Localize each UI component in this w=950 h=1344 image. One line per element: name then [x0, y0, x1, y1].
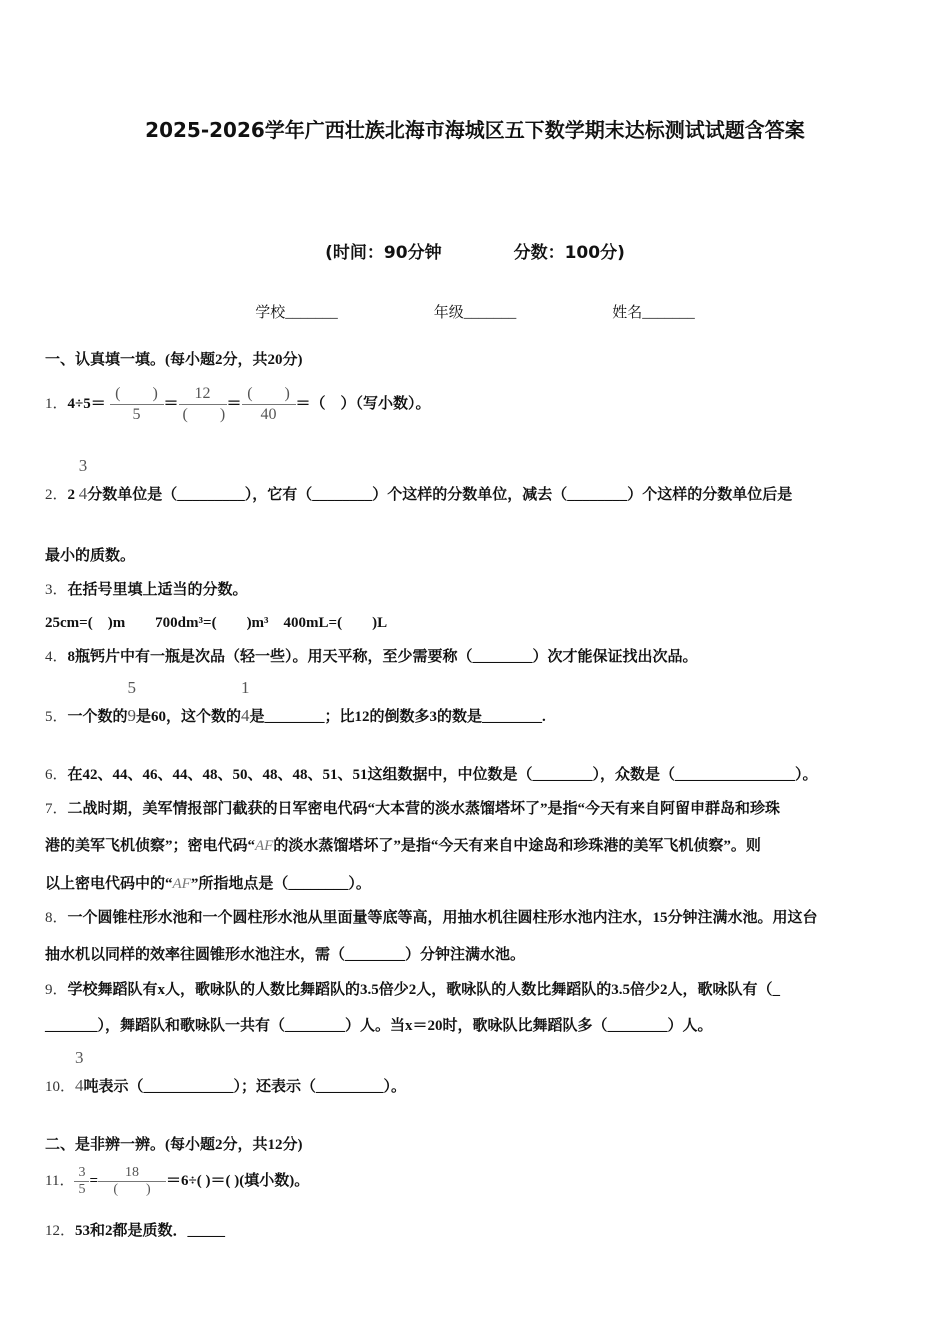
equals: =: [89, 1173, 99, 1189]
school-field: 学校_______: [255, 305, 338, 321]
q-number: 2．: [45, 487, 68, 503]
question-6: [45, 765, 818, 785]
fraction: 5 9: [127, 678, 137, 725]
q11-text: ＝6÷( )＝( )(填小数)。: [166, 1173, 310, 1189]
question-3: [45, 580, 248, 600]
q-number: 5．: [45, 709, 68, 725]
fraction: $\frac{18}{( )}$: [98, 1165, 166, 1198]
mixed-whole: 2: [67, 487, 76, 503]
document-title: 2025-2026学年广西壮族北海市海城区五下数学期末达标测试试题含答案: [145, 118, 805, 142]
q1-text: ＝（ ）（写小数）。: [295, 396, 431, 412]
question-2: [45, 456, 793, 505]
question-4: [45, 647, 698, 667]
question-12: [45, 1221, 225, 1241]
exam-meta: [0, 238, 950, 263]
fraction: 3 4: [75, 1048, 84, 1095]
q2-text: 分数单位是（_________），它有（________）个这样的分数单位，减去（________）个这样的分数单位后是: [87, 487, 793, 503]
equals: ＝: [163, 396, 179, 412]
fraction: $\frac{3}{5}$: [74, 1165, 89, 1198]
q1-text: 4÷5＝: [67, 396, 106, 412]
q-number: 9．: [45, 982, 68, 998]
q-number: 8．: [45, 910, 68, 926]
question-5: [45, 678, 546, 727]
q5-text: 一个数的: [67, 709, 128, 725]
question-2-cont: 最小的质数。: [45, 548, 136, 564]
student-info: [0, 301, 950, 322]
q-number: 6．: [45, 767, 68, 783]
question-10: [45, 1048, 407, 1097]
question-9-line2: _______），舞蹈队和歌咏队一共有（________）人。当x＝20时，歌咏队比舞蹈队多（________）人。: [45, 1018, 713, 1034]
q4-text: 8瓶钙片中有一瓶是次品（轻一些）。用天平称，至少需要称（________）次才能保证找出次品。: [67, 649, 698, 665]
q-number: 10．: [45, 1079, 76, 1095]
section-2-heading: 二、是非辨一辨。(每小题2分，共12分): [45, 1137, 303, 1153]
q8-text: 一个圆锥柱形水池和一个圆柱形水池从里面量等底等高，用抽水机往圆柱形水池内注水，15分钟注满水池。用这台: [67, 910, 818, 926]
code-af: AF: [172, 876, 191, 892]
q5-text: 是________；比12的倒数多3的数是________.: [249, 709, 546, 725]
q-number: 11．: [45, 1173, 75, 1189]
section-1-heading: 一、认真填一填。(每小题2分，共20分): [45, 352, 303, 368]
fraction: $\frac{12}{( )}$: [179, 384, 227, 425]
q-number: 12．: [45, 1223, 76, 1239]
q-number: 1．: [45, 396, 68, 412]
code-af: AF: [255, 838, 274, 854]
question-7-line3: 以上密电代码中的“AF”所指地点是（________）。: [45, 876, 371, 892]
exam-score: 分数：100分): [513, 243, 625, 263]
q10-text: 吨表示（____________）；还表示（_________）。: [83, 1079, 407, 1095]
q5-text: 是60，这个数的: [136, 709, 242, 725]
fraction: $\frac{( )}{40}$: [242, 384, 296, 425]
question-8-line2: 抽水机以同样的效率往圆锥形水池注水，需（________）分钟注满水池。: [45, 947, 526, 963]
q-number: 4．: [45, 649, 68, 665]
question-7-line2: 港的美军飞机侦察”；密电代码“AF的淡水蒸馏塔坏了”是指“今天有来自中途岛和珍珠港的美军飞机侦察”。则: [45, 838, 761, 854]
q7-text: 二战时期，美军情报部门截获的日军密电代码“大本营的淡水蒸馏塔坏了”是指“今天有来自阿留申群岛和珍珠: [67, 801, 781, 817]
q3-text: 在括号里填上适当的分数。: [67, 582, 248, 598]
fraction: 3 4: [78, 456, 88, 503]
question-1: [45, 378, 431, 430]
fraction: $\frac{( )}{5}$: [110, 384, 164, 425]
grade-field: 年级_______: [433, 305, 517, 321]
name-field: 姓名_______: [612, 305, 695, 321]
question-9: [45, 980, 780, 1000]
question-3-blanks: 25cm=( )m 700dm³=( )m³ 400mL=( )L: [45, 615, 388, 631]
q12-text: 53和2都是质数．_____: [75, 1223, 226, 1239]
question-8: [45, 908, 818, 928]
question-11: [45, 1158, 309, 1204]
question-7: [45, 799, 780, 819]
q6-text: 在42、44、46、44、48、50、48、48、51、51这组数据中，中位数是（________），众数是（________________）。: [67, 767, 818, 783]
q-number: 7．: [45, 801, 68, 817]
fraction: 1 4: [241, 678, 250, 725]
exam-time: (时间：90分钟: [325, 243, 442, 263]
equals: ＝: [226, 396, 242, 412]
q9-text: 学校舞蹈队有x人，歌咏队的人数比舞蹈队的3.5倍少2人，歌咏队的人数比舞蹈队的3.5倍少2人，歌咏队有（_: [67, 982, 781, 998]
q-number: 3．: [45, 582, 68, 598]
